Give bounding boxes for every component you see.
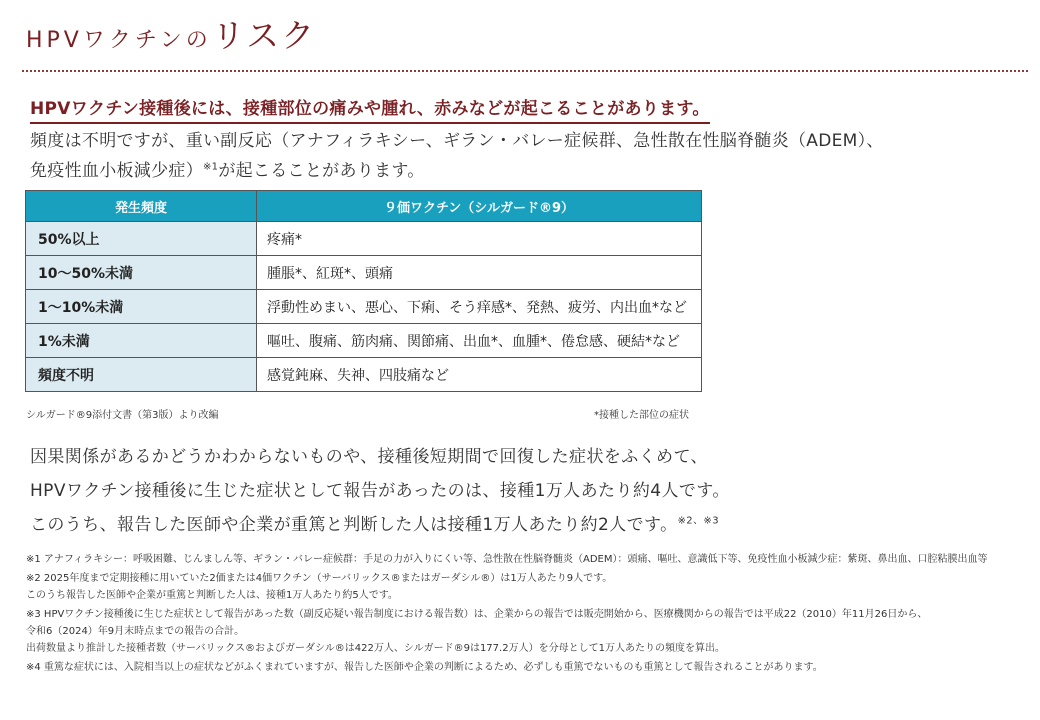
table-asterisk-note: *接種した部位の症状 [594,410,689,421]
header-vaccine: ９価ワクチン（シルガード®9） [257,191,702,222]
footnote-ref-1: ※1 [203,161,219,173]
footnote-2-cont: このうち報告した医師や企業が重篤と判断した人は、接種1万人あたり約5人です。 [26,590,398,601]
table-source-note: シルガード®9添付文書（第3版）より改編 [26,410,219,421]
lead-statement: HPVワクチン接種後には、接種部位の痛みや腫れ、赤みなどが起こることがあります。 [30,94,710,124]
footnote-3-cont-1: 令和6（2024）年9月末時点までの報告の合計。 [26,626,245,637]
symptoms-cell: 浮動性めまい、悪心、下痢、そう痒感*、発熱、疲労、内出血*など [257,290,702,324]
table-row [26,290,702,324]
footnote-ref-2-3: ※2、※3 [677,515,719,527]
side-effect-frequency-table [25,190,702,392]
frequency-cell: 1〜10%未満 [26,290,257,324]
frequency-cell: 1%未満 [26,324,257,358]
dotted-divider [22,70,1028,72]
table-row [26,358,702,392]
header-frequency: 発生頻度 [26,191,257,222]
page-title-emphasis: リスク [211,16,317,55]
footnote-3-cont-2: 出荷数量より推計した接種者数（サーバリックス®およびガーダシル®は422万人、シルガード®9は177.2万人）を分母として1万人あたりの頻度を算出。 [26,643,725,654]
report-line-2: HPVワクチン接種後に生じた症状として報告があったのは、接種1万人あたり約4人です。 [30,481,730,501]
symptoms-cell: 嘔吐、腹痛、筋肉痛、関節痛、出血*、血腫*、倦怠感、硬結*など [257,324,702,358]
intro-line-2-main: 免疫性血小板減少症） [30,161,203,181]
frequency-cell: 10〜50%未満 [26,256,257,290]
table-row [26,324,702,358]
table-header-row [26,191,702,222]
intro-line-1: 頻度は不明ですが、重い副反応（アナフィラキシー、ギラン・バレー症候群、急性散在性脳脊髄炎（ADEM）、 [30,131,884,151]
page-title [26,10,316,57]
footnote-2: ※2 2025年度まで定期接種に用いていた2価または4価ワクチン（サーバリックス®またはガーダシル®）は1万人あたり9人です。 [26,573,613,584]
intro-line-2-tail: が起こることがあります。 [218,161,425,181]
frequency-cell: 50%以上 [26,222,257,256]
footnote-4: ※4 重篤な症状には、入院相当以上の症状などがふくまれていますが、報告した医師や企業の判断によるため、必ずしも重篤でないものも重篤として報告されることがあります。 [26,662,823,673]
symptoms-cell: 腫脹*、紅斑*、頭痛 [257,256,702,290]
intro-line-2 [30,156,425,181]
footnote-1: ※1 アナフィラキシー：呼吸困難、じんましん等、ギラン・バレー症候群：手足の力が入りにくい等、急性散在性脳脊髄炎（ADEM）：頭痛、嘔吐、意識低下等、免疫性血小板減少症：紫斑、鼻出血、口腔粘膜出血等 [26,554,988,565]
footnote-3: ※3 HPVワクチン接種後に生じた症状として報告があった数（副反応疑い報告制度における報告数）は、企業からの報告では販売開始から、医療機関からの報告では平成22（2010）年11月26日から、 [26,609,928,620]
report-line-3-main: このうち、報告した医師や企業が重篤と判断した人は接種1万人あたり約2人です。 [30,515,678,535]
symptoms-cell: 感覚鈍麻、失神、四肢痛など [257,358,702,392]
symptoms-cell: 疼痛* [257,222,702,256]
page-title-prefix: HPVワクチンの [26,28,212,53]
frequency-cell: 頻度不明 [26,358,257,392]
report-line-3 [30,510,719,535]
report-line-1: 因果関係があるかどうかわからないものや、接種後短期間で回復した症状をふくめて、 [30,447,708,467]
table-row [26,256,702,290]
table-row [26,222,702,256]
